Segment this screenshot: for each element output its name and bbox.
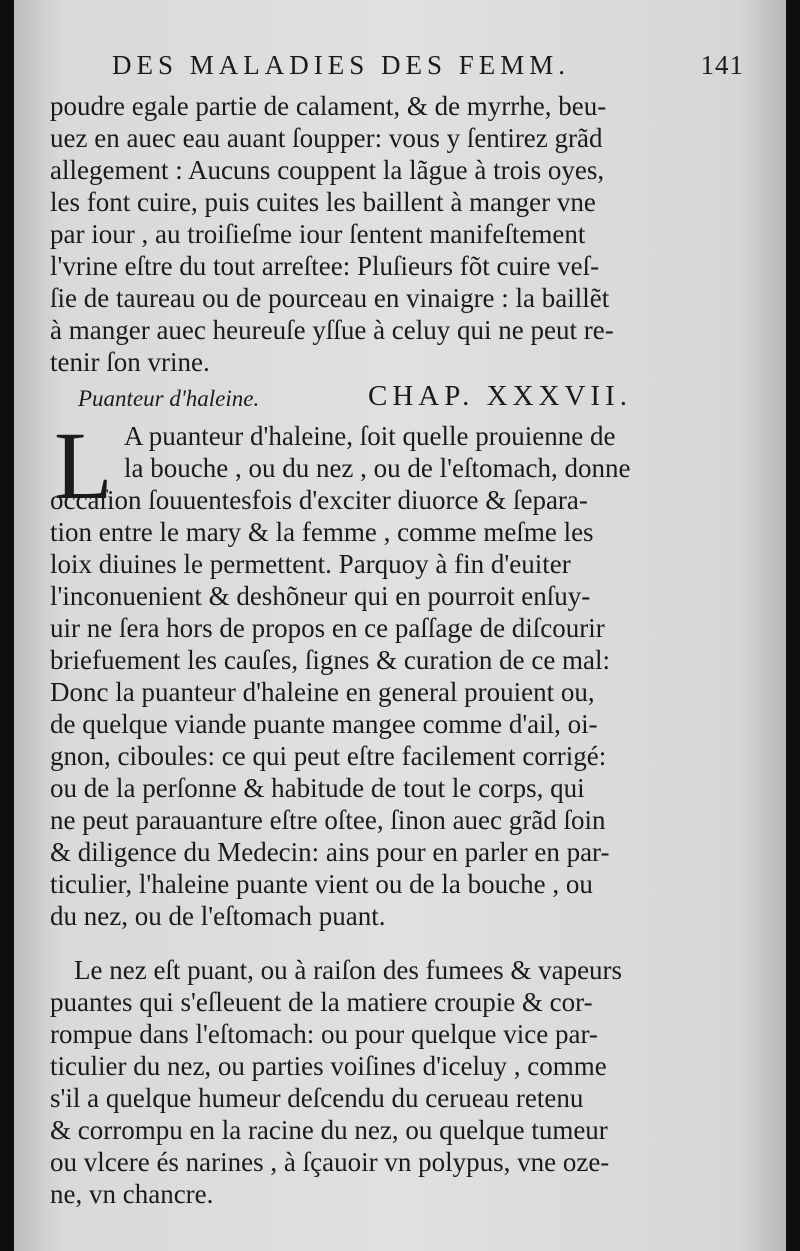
chapter-rubric: Puanteur d'haleine. xyxy=(78,386,260,411)
text-line: uir ne ſera hors de propos en ce paſſage de diſcourir xyxy=(50,613,605,643)
text-line: les font cuire, puis cuites les baillent à manger vne xyxy=(50,187,596,217)
text-line: & diligence du Medecin: ains pour en parler en par- xyxy=(50,837,610,867)
text-line: ticulier du nez, ou parties voiſines d'iceluy , comme xyxy=(50,1051,607,1081)
text-line: occaſion ſouuentesfois d'exciter diuorce & ſepara- xyxy=(50,485,588,515)
text-line: ne peut parauanture eſtre oſtee, ſinon auec grãd ſoin xyxy=(50,805,606,835)
running-title: DES MALADIES DES FEMM. xyxy=(112,50,571,80)
text-line: à manger auec heureuſe yſſue à celuy qui ne peut re- xyxy=(50,315,614,345)
text-line: tenir ſon vrine. xyxy=(50,347,210,377)
text-line: rompue dans l'eſtomach: ou pour quelque vice par- xyxy=(50,1019,598,1049)
text-line: Le nez eſt puant, ou à raiſon des fumees & vapeurs xyxy=(74,955,623,985)
text-line: du nez, ou de l'eſtomach puant. xyxy=(50,901,386,931)
text-line: ticulier, l'haleine puante vient ou de la bouche , ou xyxy=(50,869,593,899)
text-line: & corrompu en la racine du nez, ou quelque tumeur xyxy=(50,1115,608,1145)
running-head xyxy=(112,50,744,90)
text-line: tion entre le mary & la femme , comme meſme les xyxy=(50,517,594,547)
text-line: A puanteur d'haleine, ſoit quelle prouienne de xyxy=(124,421,616,451)
text-line: poudre egale partie de calament, & de myrrhe, beu- xyxy=(50,91,607,121)
text-line: par iour , au troiſieſme iour ſentent manifeſtement xyxy=(50,219,586,249)
text-line: Donc la puanteur d'haleine en general prouient ou, xyxy=(50,677,595,707)
book-page xyxy=(14,0,786,1251)
text-line: l'inconuenient & deshõneur qui en pourroit enſuy- xyxy=(50,581,591,611)
text-line: allegement : Aucuns couppent la lãgue à trois oyes, xyxy=(50,155,605,185)
text-line: ſie de taureau ou de pourceau en vinaigre : la baillẽt xyxy=(50,283,610,313)
page-number: 141 xyxy=(700,50,744,80)
text-line: uez en auec eau auant ſoupper: vous y ſentirez grãd xyxy=(50,123,603,153)
text-line: la bouche , ou du nez , ou de l'eſtomach, donne xyxy=(124,453,631,483)
text-line: puantes qui s'eſleuent de la matiere croupie & cor- xyxy=(50,987,593,1017)
chapter-label: CHAP. XXXVII. xyxy=(368,380,632,412)
text-line: ou vlcere és narines , à ſçauoir vn polypus, vne oze- xyxy=(50,1147,610,1177)
text-line: loix diuines le permettent. Parquoy à fin d'euiter xyxy=(50,549,571,579)
text-line: gnon, ciboules: ce qui peut eſtre facilement corrigé: xyxy=(50,741,607,771)
text-line: ou de la perſonne & habitude de tout le corps, qui xyxy=(50,773,585,803)
drop-cap: L xyxy=(54,412,113,519)
chapter-heading xyxy=(78,380,718,414)
text-line: l'vrine eſtre du tout arreſtee: Pluſieurs fõt cuire veſ- xyxy=(50,251,600,281)
text-line: de quelque viande puante mangee comme d'ail, oi- xyxy=(50,709,598,739)
text-line: briefuement les cauſes, ſignes & curation de ce mal: xyxy=(50,645,611,675)
text-line: ne, vn chancre. xyxy=(50,1179,214,1209)
text-line: s'il a quelque humeur deſcendu du cerueau retenu xyxy=(50,1083,584,1113)
